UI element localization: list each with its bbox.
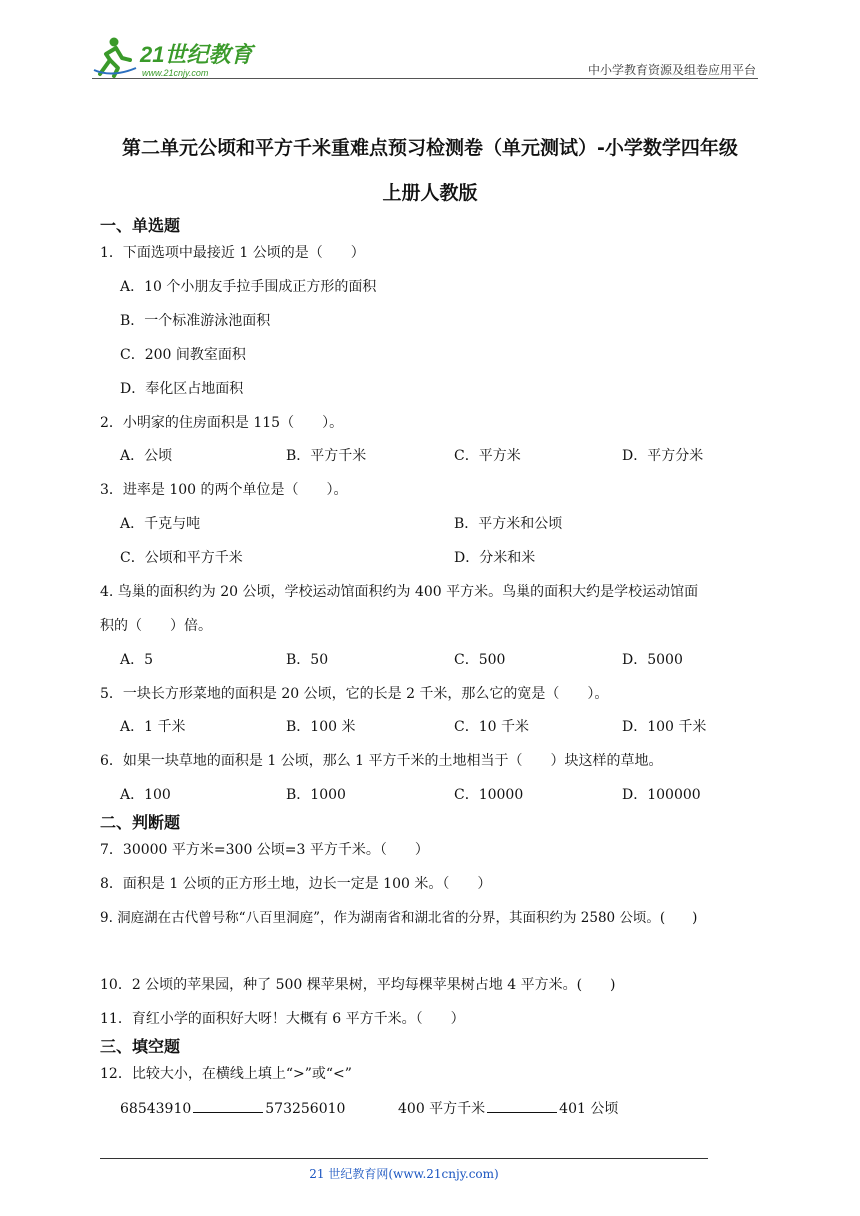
- option-1a: A．10 个小朋友手拉手围成正方形的面积: [120, 279, 377, 295]
- header-divider: [92, 78, 758, 79]
- option-4c: C．500: [454, 652, 506, 668]
- footer-divider: [100, 1158, 708, 1159]
- question-9: 9. 洞庭湖在古代曾号称“八百里洞庭”，作为湖南省和湖北省的分界，其面积约为 2580 公顷。( ): [100, 910, 698, 926]
- question-1: 1．下面选项中最接近 1 公顷的是（ ）: [100, 245, 365, 261]
- option-4b: B．50: [286, 652, 329, 668]
- compare-left: [120, 1098, 345, 1117]
- compare-left-a: 68543910: [120, 1101, 192, 1117]
- compare-left-b: 573256010: [265, 1101, 346, 1117]
- option-5b: B．100 米: [286, 719, 356, 735]
- question-4-line1: 4. 鸟巢的面积约为 20 公顷，学校运动馆面积约为 400 平方米。鸟巢的面积大约是学校运动馆面: [100, 584, 699, 600]
- question-11: 11．育红小学的面积好大呀！大概有 6 平方千米。（ ）: [100, 1011, 465, 1027]
- question-6: 6．如果一块草地的面积是 1 公顷，那么 1 平方千米的土地相当于（ ）块这样的草地。: [100, 753, 663, 769]
- footer-link[interactable]: 21 世纪教育网(www.21cnjy.com): [309, 1167, 499, 1181]
- option-3c: C．公顷和平方千米: [120, 550, 243, 566]
- option-5c: C．10 千米: [454, 719, 529, 735]
- compare-right-b: 401 公顷: [559, 1101, 619, 1117]
- option-6d: D．100000: [622, 787, 701, 803]
- question-12: 12．比较大小，在横线上填上“>”或“<”: [100, 1066, 352, 1082]
- compare-right: [398, 1098, 618, 1118]
- question-10: 10．2 公顷的苹果园，种了 500 棵苹果树，平均每棵苹果树占地 4 平方米。( ): [100, 977, 616, 993]
- option-4d: D．5000: [622, 652, 683, 668]
- option-6c: C．10000: [454, 787, 524, 803]
- option-2c: C．平方米: [454, 448, 521, 464]
- option-6b: B．1000: [286, 787, 346, 803]
- logo-text: 21世纪教育: [140, 42, 253, 67]
- question-7: 7．30000 平方米=300 公顷=3 平方千米。（ ）: [100, 842, 429, 858]
- option-2b: B．平方千米: [286, 448, 367, 464]
- option-1d: D．奉化区占地面积: [120, 381, 244, 397]
- answer-blank-1[interactable]: [193, 1098, 263, 1113]
- option-6a: A．100: [120, 787, 171, 803]
- logo-subtext: www.21cnjy.com: [142, 68, 209, 78]
- question-2: 2．小明家的住房面积是 115（ ）。: [100, 415, 344, 431]
- option-1b: B．一个标准游泳池面积: [120, 313, 271, 329]
- option-4a: A．5: [120, 652, 154, 668]
- option-1c: C．200 间教室面积: [120, 347, 246, 363]
- option-2a: A．公顷: [120, 448, 173, 464]
- question-8: 8．面积是 1 公顷的正方形土地，边长一定是 100 米。（ ）: [100, 876, 492, 892]
- section-heading-fill-blank: 三、填空题: [100, 1037, 181, 1056]
- option-3d: D．分米和米: [454, 550, 536, 566]
- page-title-line2: 上册人教版: [382, 182, 478, 204]
- site-logo: [92, 34, 262, 80]
- runner-icon: [94, 38, 136, 77]
- question-5: 5．一块长方形菜地的面积是 20 公顷，它的长是 2 千米，那么它的宽是（ ）。: [100, 686, 609, 702]
- question-3: 3．进率是 100 的两个单位是（ ）。: [100, 482, 348, 498]
- option-5a: A．1 千米: [120, 719, 186, 735]
- option-3b: B．平方米和公顷: [454, 516, 563, 532]
- answer-blank-2[interactable]: [487, 1098, 557, 1113]
- compare-right-a: 400 平方千米: [398, 1101, 486, 1117]
- option-2d: D．平方分米: [622, 448, 704, 464]
- section-heading-true-false: 二、判断题: [100, 813, 181, 832]
- section-heading-single-choice: 一、单选题: [100, 216, 181, 235]
- question-4-line2: 积的（ ）倍。: [100, 618, 212, 634]
- option-5d: D．100 千米: [622, 719, 707, 735]
- page-title-line1: 第二单元公顷和平方千米重难点预习检测卷（单元测试）-小学数学四年级: [122, 137, 738, 159]
- platform-name: 中小学教育资源及组卷应用平台: [587, 63, 756, 77]
- option-3a: A．千克与吨: [120, 516, 201, 532]
